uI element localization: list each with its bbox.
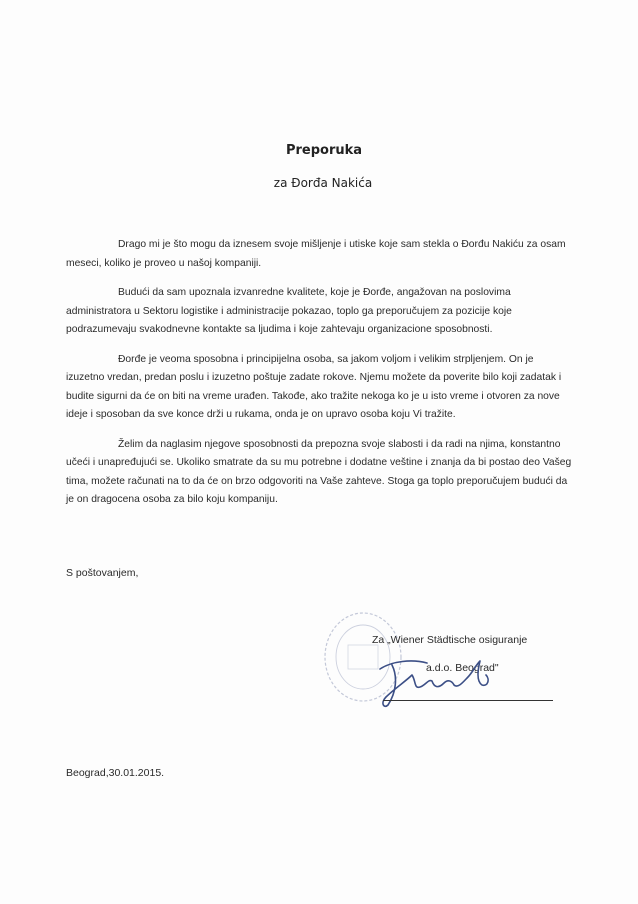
paragraph-1: Drago mi je što mogu da iznesem svoje mišljenje i utiske koje sam stekla o Đorđu Nakiću za osam meseci, koliko je proveo u našoj kompaniji.: [66, 239, 566, 269]
company-name-line: Za „Wiener Städtische osiguranje: [372, 634, 528, 646]
letter-subtitle: za Đorđa Nakića: [273, 176, 373, 190]
company-legal-form-line: a.d.o. Beograd": [426, 662, 499, 674]
paragraph-3: Đorđe je veoma sposobna i principijelna osoba, sa jakom voljom i velikim strpljenjem. On je izuzetno vredan, predan poslu i izuzetno poštuje zadate rokove. Njemu možete da poverite bilo koji zadatak i budite sigurni da će on biti na vreme urađen. Takođe, ako tražite nekoga ko je u isto vreme i otvoren za nove ideje i sposoban da sve konce drži u rukama, onda je on upravo osoba koju Vi tražite.: [66, 353, 562, 420]
handwritten-signature-icon: [372, 651, 512, 711]
signature-line: [383, 700, 553, 701]
letter-body: [66, 236, 572, 521]
paragraph-2: Budući da sam upoznala izvanredne kvalitete, koje je Đorđe, angažovan na poslovima administratora u Sektoru logistike i administracije pokazao, toplo ga preporučujem za pozicije koje podrazumevaju svakodnevne kontakte sa ljudima i koje zahtevaju organizacione sposobnosti.: [66, 287, 512, 335]
closing-salutation: S poštovanjem,: [66, 567, 139, 579]
place-and-date: Beograd,30.01.2015.: [66, 767, 165, 779]
letter-title: Preporuka: [285, 143, 363, 158]
paragraph-4: Želim da naglasim njegove sposobnosti da prepozna svoje slabosti i da radi na njima, konstantno učeći i unapređujući se. Ukoliko smatrate da su mu potrebne i dodatne veštine i znanja da bi postao deo Vašeg tima, možete računati na to da će on brzo odgovoriti na Vaše zahteve. Stoga ga toplo preporučujem budući da je on dragocena osoba za bilo koju kompaniju.: [66, 438, 572, 505]
